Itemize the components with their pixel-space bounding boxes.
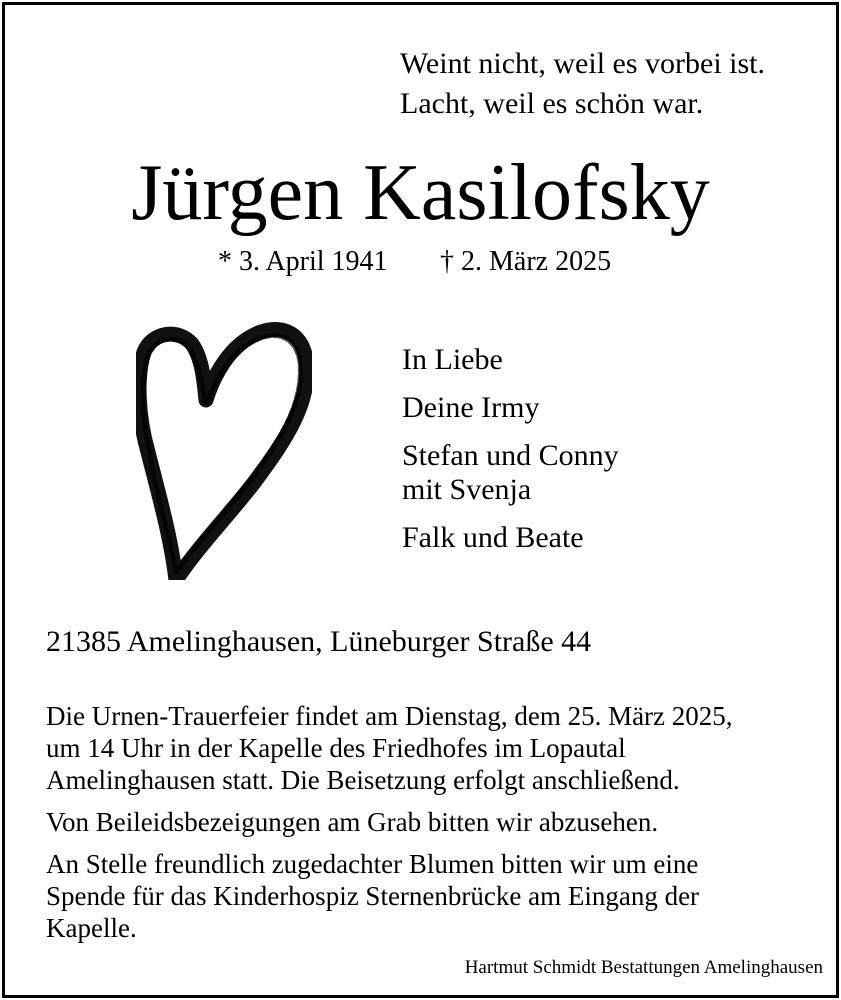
birth-date: * 3. April 1941 bbox=[218, 246, 388, 277]
mourner-line: mit Svenja bbox=[402, 473, 532, 506]
mourner-entry bbox=[402, 343, 619, 377]
deceased-name: Jürgen Kasilofsky bbox=[131, 149, 710, 237]
mourner-entry bbox=[402, 391, 619, 425]
mourners-list bbox=[402, 343, 619, 569]
paragraph-condolences bbox=[46, 806, 826, 838]
mourner-line: Stefan und Conny bbox=[402, 439, 619, 472]
paragraph-donation bbox=[46, 848, 826, 944]
paragraph-ceremony bbox=[46, 700, 826, 796]
family-address: 21385 Amelinghausen, Lüneburger Straße 44 bbox=[46, 625, 592, 658]
text-line: Die Urnen-Trauerfeier findet am Dienstag, dem 25. März 2025, bbox=[46, 701, 733, 731]
mourner-entry bbox=[402, 439, 619, 507]
death-date: † 2. März 2025 bbox=[440, 246, 612, 277]
mourner-line: In Liebe bbox=[402, 343, 503, 376]
motto-line-1: Weint nicht, weil es vorbei ist. bbox=[400, 47, 766, 80]
motto-line-2: Lacht, weil es schön war. bbox=[400, 87, 704, 120]
motto-quote bbox=[400, 44, 765, 124]
funeral-home-credit: Hartmut Schmidt Bestattungen Amelinghausen bbox=[464, 957, 823, 978]
funeral-details bbox=[46, 700, 826, 954]
text-line: Spende für das Kinderhospiz Sternenbrücke am Eingang der bbox=[46, 881, 700, 911]
heart-icon bbox=[136, 322, 312, 580]
mourner-entry bbox=[402, 521, 619, 555]
mourner-line: Deine Irmy bbox=[402, 391, 540, 424]
text-line: Kapelle. bbox=[46, 913, 137, 943]
text-line: Von Beileidsbezeigungen am Grab bitten wir abzusehen. bbox=[46, 807, 659, 837]
mourner-line: Falk und Beate bbox=[402, 521, 584, 554]
text-line: um 14 Uhr in der Kapelle des Friedhofes im Lopautal bbox=[46, 733, 626, 763]
text-line: An Stelle freundlich zugedachter Blumen bitten wir um eine bbox=[46, 849, 699, 879]
text-line: Amelinghausen statt. Die Beisetzung erfolgt anschließend. bbox=[46, 765, 680, 795]
